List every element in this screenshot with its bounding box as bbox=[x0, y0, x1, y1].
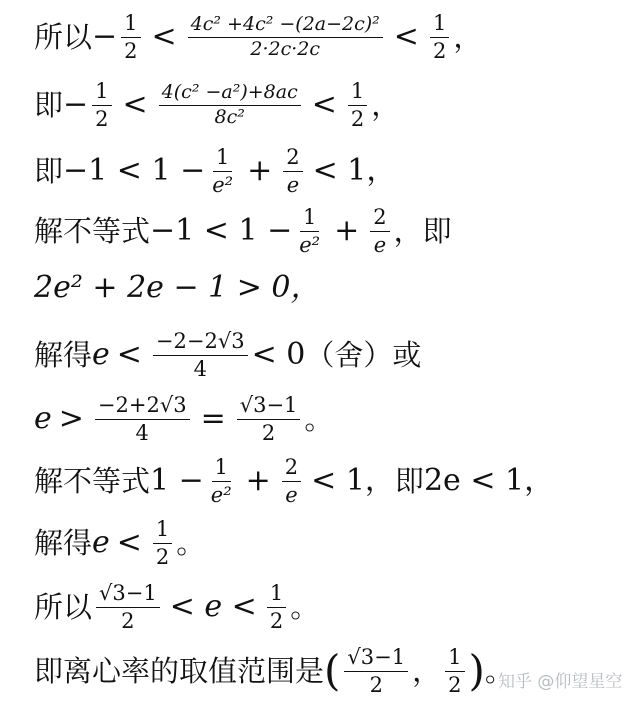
fraction-half bbox=[121, 12, 140, 61]
variable-e: e bbox=[92, 337, 110, 372]
fraction-half bbox=[92, 80, 111, 129]
open-parenthesis: ( bbox=[324, 646, 341, 695]
fraction-half bbox=[445, 646, 464, 695]
punctuation: ， bbox=[412, 653, 442, 688]
fraction-numerator: 1 bbox=[348, 80, 367, 105]
fraction-numerator: 4(c² −a²)+8ac bbox=[159, 83, 301, 106]
fraction-one-over-e-squared bbox=[209, 146, 236, 195]
fraction-denominator: 2 bbox=[95, 106, 109, 131]
solution-line-9 bbox=[34, 514, 205, 572]
line-suffix: ，即 bbox=[393, 213, 452, 248]
fraction-denominator: 2 bbox=[155, 544, 170, 569]
fraction-numerator: 1 bbox=[153, 518, 172, 543]
solution-line-2 bbox=[34, 76, 400, 134]
math-expression: 1 − bbox=[150, 463, 204, 498]
fraction-denominator: 4 bbox=[193, 356, 207, 381]
fraction-large bbox=[159, 80, 301, 128]
fraction-numerator: 1 bbox=[267, 582, 286, 607]
fraction-numerator: 2 bbox=[370, 206, 389, 231]
fraction-denominator: 4 bbox=[135, 420, 149, 445]
solution-line-5 bbox=[34, 266, 321, 310]
punctuation: 。 bbox=[176, 525, 206, 560]
less-than-sign: < bbox=[122, 87, 148, 122]
fraction-denominator: 2 bbox=[269, 608, 284, 633]
line-prefix: 解不等式 bbox=[34, 213, 151, 248]
less-than-sign: < bbox=[116, 525, 142, 560]
fraction-numerator: 2 bbox=[283, 146, 302, 171]
fraction-denominator: e² bbox=[210, 482, 232, 507]
solution-line-3 bbox=[34, 142, 396, 200]
solution-line-10 bbox=[34, 578, 319, 636]
plus-sign: + bbox=[247, 153, 273, 188]
fraction-numerator: −2−2√3 bbox=[153, 330, 248, 355]
fraction-denominator: e² bbox=[299, 232, 321, 257]
fraction-denominator: 2 bbox=[124, 38, 138, 63]
variable-e: e bbox=[34, 401, 52, 436]
fraction-numerator: √3−1 bbox=[344, 646, 408, 671]
fraction-positive-root bbox=[95, 394, 190, 443]
math-expression: −1 < 1 − bbox=[150, 213, 293, 248]
fraction-denominator: 2 bbox=[261, 420, 276, 445]
fraction-numerator: 1 bbox=[213, 146, 232, 171]
fraction-half bbox=[153, 518, 172, 567]
less-than-sign: < bbox=[311, 87, 337, 122]
fraction-two-over-e bbox=[370, 206, 389, 255]
fraction-numerator: 1 bbox=[445, 646, 464, 671]
fraction-numerator: 1 bbox=[92, 80, 111, 105]
fraction-half bbox=[430, 12, 449, 61]
plus-sign: + bbox=[334, 213, 360, 248]
line-prefix: 解得 bbox=[34, 337, 93, 372]
connector-word: 即 bbox=[394, 463, 424, 498]
math-expression: < 1， bbox=[311, 463, 395, 498]
line-prefix: 解不等式 bbox=[34, 463, 151, 498]
fraction-denominator: 2 bbox=[121, 608, 135, 633]
fraction-large bbox=[188, 12, 383, 60]
fraction-denominator: 2·2c·2c bbox=[250, 37, 321, 60]
fraction-negative-root bbox=[153, 330, 248, 379]
solution-line-4 bbox=[34, 202, 452, 260]
fraction-simplified-root bbox=[344, 646, 408, 695]
punctuation: 。 bbox=[304, 401, 334, 436]
math-expression: −1 < 1 − bbox=[63, 153, 206, 188]
line-prefix: 即离心率的取值范围是 bbox=[34, 653, 325, 688]
line-prefix: 所以 bbox=[34, 589, 93, 624]
fraction-one-over-e-squared bbox=[208, 456, 235, 505]
line-prefix: 解得 bbox=[34, 525, 93, 560]
punctuation: ， bbox=[453, 19, 483, 54]
fraction-denominator: 2 bbox=[350, 106, 365, 131]
math-expression: 2e < 1， bbox=[423, 463, 555, 498]
fraction-numerator: 1 bbox=[121, 12, 140, 37]
fraction-numerator: 4c² +4c² −(2a−2c)² bbox=[188, 15, 383, 38]
fraction-half bbox=[267, 582, 286, 631]
fraction-two-over-e bbox=[282, 456, 301, 505]
minus-sign: − bbox=[63, 87, 89, 122]
punctuation: 。 bbox=[484, 653, 514, 688]
fraction-one-over-e-squared bbox=[296, 206, 323, 255]
line-prefix: 所以 bbox=[34, 19, 93, 54]
fraction-simplified-root bbox=[96, 582, 160, 631]
less-than-sign: < bbox=[116, 337, 142, 372]
punctuation: 。 bbox=[290, 589, 320, 624]
fraction-denominator: e bbox=[285, 482, 298, 507]
fraction-half bbox=[348, 80, 367, 129]
fraction-denominator: 8c² bbox=[214, 105, 245, 128]
solution-line-7 bbox=[34, 390, 333, 448]
less-than-sign: < bbox=[393, 19, 419, 54]
minus-sign: − bbox=[92, 19, 118, 54]
fraction-numerator: 1 bbox=[300, 206, 319, 231]
solution-line-6 bbox=[34, 326, 421, 384]
close-parenthesis: ) bbox=[468, 646, 485, 695]
fraction-denominator: e bbox=[286, 172, 300, 197]
fraction-denominator: 2 bbox=[369, 672, 383, 697]
fraction-simplified-root bbox=[237, 394, 301, 443]
math-expression: 2e² + 2e − 1 > 0， bbox=[34, 270, 321, 305]
less-than-sign: < bbox=[151, 19, 177, 54]
equals-sign: = bbox=[200, 401, 226, 436]
fraction-numerator: −2+2√3 bbox=[95, 394, 190, 419]
fraction-denominator: 2 bbox=[432, 38, 447, 63]
fraction-denominator: e bbox=[373, 232, 387, 257]
math-expression: < e < bbox=[169, 589, 257, 624]
solution-line-8 bbox=[34, 452, 554, 510]
line-prefix: 即 bbox=[34, 87, 64, 122]
greater-than-sign: > bbox=[58, 401, 84, 436]
variable-e: e bbox=[92, 525, 110, 560]
math-expression: < 1， bbox=[312, 153, 397, 188]
fraction-numerator: 1 bbox=[212, 456, 231, 481]
fraction-numerator: 2 bbox=[282, 456, 301, 481]
plus-sign: + bbox=[245, 463, 271, 498]
solution-line-11 bbox=[34, 640, 514, 702]
line-prefix: 即 bbox=[34, 153, 64, 188]
math-expression: < 0 bbox=[251, 337, 306, 372]
fraction-numerator: √3−1 bbox=[96, 582, 160, 607]
fraction-numerator: 1 bbox=[430, 12, 449, 37]
fraction-two-over-e bbox=[283, 146, 302, 195]
punctuation: ， bbox=[371, 87, 401, 122]
watermark: 知乎 @仰望星空 bbox=[498, 672, 623, 692]
fraction-denominator: e² bbox=[212, 172, 234, 197]
discard-note: （舍）或 bbox=[305, 337, 422, 372]
fraction-denominator: 2 bbox=[448, 672, 462, 697]
solution-line-1 bbox=[34, 8, 482, 66]
fraction-numerator: √3−1 bbox=[237, 394, 301, 419]
